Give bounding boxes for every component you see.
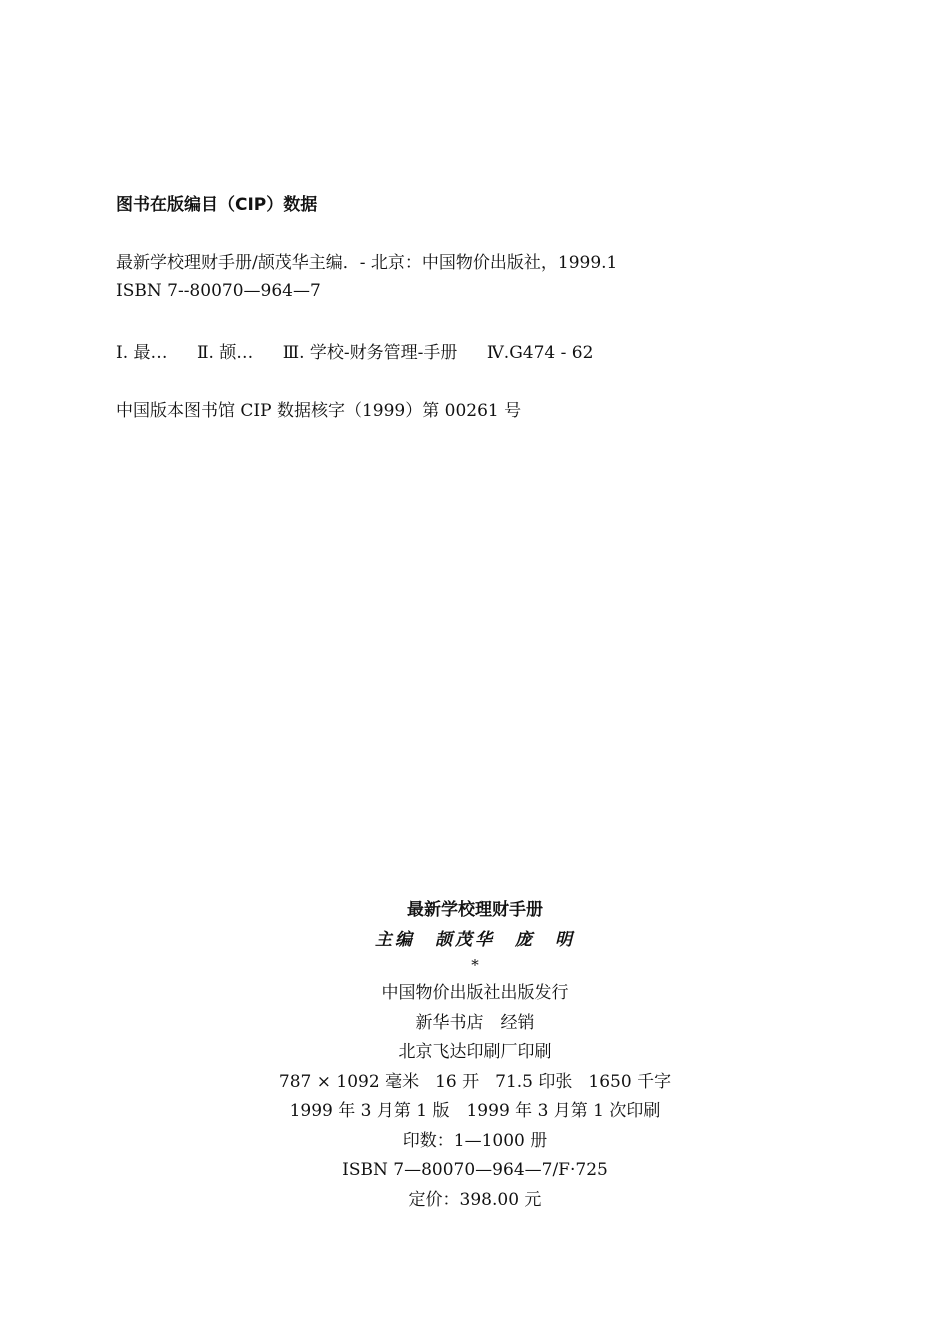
editors-line: [0, 926, 950, 956]
cip-class-3: Ⅲ. 学校-财务管理-手册: [282, 343, 458, 363]
printer-line: 北京飞达印刷厂印刷: [398, 1042, 552, 1062]
edition-line: 1999 年 3 月第 1 版 1999 年 3 月第 1 次印刷: [289, 1101, 661, 1121]
isbn-full-line: ISBN 7—80070—964—7/F·725: [342, 1160, 608, 1180]
cip-heading: 图书在版编目（CIP）数据: [116, 195, 318, 215]
cip-title-line: 最新学校理财手册/颉茂华主编．- 北京：中国物价出版社，1999.1: [116, 253, 618, 273]
cip-isbn-line: ISBN 7--80070—964—7: [116, 281, 321, 301]
kai-size: 16 开: [435, 1071, 480, 1092]
word-count: 1650 千字: [588, 1071, 672, 1092]
price-line: 定价：398.00 元: [408, 1189, 542, 1210]
book-title: 最新学校理财手册: [407, 900, 543, 920]
print-run-line: 印数：1—1000 册: [402, 1130, 548, 1151]
sheet-count: 71.5 印张: [495, 1071, 573, 1092]
cip-record-line: 中国版本图书馆 CIP 数据核字（1999）第 00261 号: [116, 401, 522, 421]
editor-2: 庞 明: [515, 929, 575, 950]
editor-label: 主编: [375, 929, 415, 950]
cip-class-2: Ⅱ. 颉…: [196, 343, 254, 363]
cip-class-1: Ⅰ. 最…: [116, 343, 168, 363]
separator-star: *: [471, 956, 479, 974]
editor-1: 颉茂华: [435, 929, 495, 950]
cip-class-4: Ⅳ.G474 - 62: [486, 343, 594, 363]
colophon-block: [0, 896, 950, 1215]
cip-classification-line: [116, 340, 876, 366]
spec-line: [0, 1068, 950, 1098]
format-size: 787 × 1092 毫米: [278, 1071, 420, 1092]
cip-data-block: [116, 192, 876, 424]
distributor-line: 新华书店 经销: [415, 1012, 535, 1033]
publisher-line: 中国物价出版社出版发行: [381, 983, 569, 1003]
